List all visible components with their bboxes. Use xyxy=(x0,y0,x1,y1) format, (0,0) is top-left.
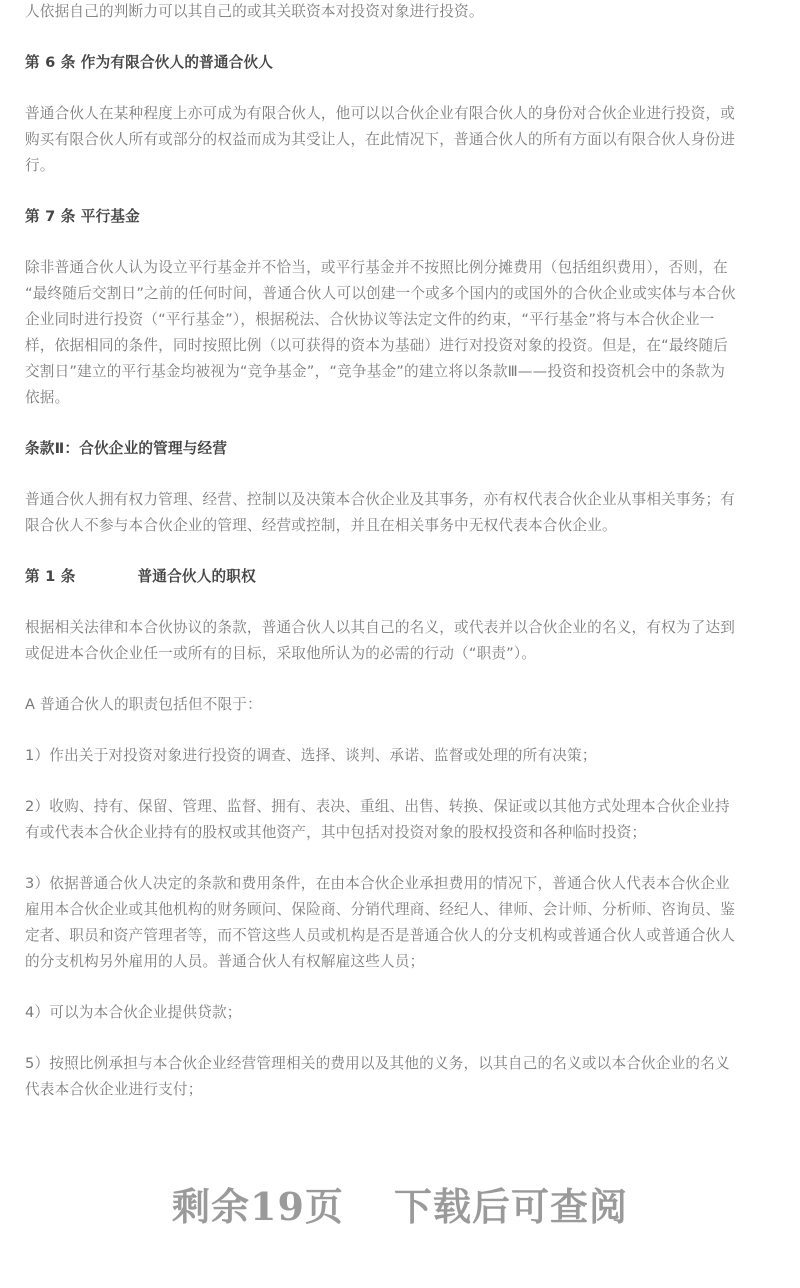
paragraph-line: 限合伙人不参与本合伙企业的管理、经营或控制，并且在相关事务中无权代表本合伙企业。 xyxy=(25,517,617,534)
paragraph xyxy=(25,487,785,539)
paragraph xyxy=(25,794,785,846)
section-heading xyxy=(25,564,785,590)
paragraph-line: 购买有限合伙人所有或部分的权益而成为其受让人，在此情况下，普通合伙人的所有方面以有限合伙人身份进 xyxy=(25,131,736,148)
remaining-pages-text: 剩余19页 xyxy=(172,1184,344,1229)
download-banner[interactable] xyxy=(0,1176,800,1231)
paragraph-line: A 普通合伙人的职责包括但不限于： xyxy=(25,696,262,713)
paragraph-line: 3）依据普通合伙人决定的条款和费用条件，在由本合伙企业承担费用的情况下，普通合伙人代表本合伙企业 xyxy=(25,875,730,892)
paragraph-line: 除非普通合伙人认为设立平行基金并不恰当，或平行基金并不按照比例分摊费用（包括组织费用），否则，在 xyxy=(25,259,728,276)
paragraph-line: 有或代表本合伙企业持有的股权或其他资产，其中包括对投资对象的股权投资和各种临时投资； xyxy=(25,824,647,841)
paragraph xyxy=(25,0,785,25)
section-heading xyxy=(25,50,785,76)
paragraph-line: 普通合伙人拥有权力管理、经营、控制以及决策本合伙企业及其事务，亦有权代表合伙企业从事相关事务；有 xyxy=(25,491,736,508)
paragraph xyxy=(25,101,785,179)
download-to-view-text[interactable]: 下载后可查阅 xyxy=(393,1184,628,1229)
paragraph-line: 的分支机构另外雇用的人员。普通合伙人有权解雇这些人员； xyxy=(25,953,425,970)
paragraph xyxy=(25,615,785,667)
paragraph xyxy=(25,255,785,411)
paragraph-line: 依据。 xyxy=(25,389,70,406)
paragraph xyxy=(25,1000,785,1026)
paragraph-line: 1）作出关于对投资对象进行投资的调查、选择、谈判、承诺、监督或处理的所有决策； xyxy=(25,747,597,764)
document-body xyxy=(25,0,785,1128)
article-number: 第 1 条 xyxy=(25,568,76,585)
paragraph xyxy=(25,743,785,769)
paragraph-line: 4）可以为本合伙企业提供贷款； xyxy=(25,1004,242,1021)
paragraph-line: 代表本合伙企业进行支付； xyxy=(25,1081,203,1098)
paragraph-line: “最终随后交割日”之前的任何时间，普通合伙人可以创建一个或多个国内的或国外的合伙企业或实体与本合伙 xyxy=(25,285,736,302)
paragraph-line: 企业同时进行投资（“平行基金”），根据税法、合伙协议等法定文件的约束，“平行基金”将与本合伙企业一 xyxy=(25,311,715,328)
paragraph-line: 样，依据相同的条件，同时按照比例（以可获得的资本为基础）进行对投资对象的投资。但是，在“最终随后 xyxy=(25,337,729,354)
paragraph-line: 普通合伙人在某种程度上亦可成为有限合伙人，他可以以合伙企业有限合伙人的身份对合伙企业进行投资，或 xyxy=(25,105,736,122)
heading-text: 第 6 条 作为有限合伙人的普通合伙人 xyxy=(25,54,274,71)
paragraph-line: 人依据自己的判断力可以其自己的或其关联资本对投资对象进行投资。 xyxy=(25,3,484,20)
section-heading xyxy=(25,204,785,230)
heading-text xyxy=(25,564,785,590)
paragraph-line: 或促进本合伙企业任一或所有的目标，采取他所认为的必需的行动（“职责”）。 xyxy=(25,645,537,662)
paragraph-line: 2）收购、持有、保留、管理、监督、拥有、表决、重组、出售、转换、保证或以其他方式处理本合伙企业持 xyxy=(25,798,730,815)
section-heading xyxy=(25,436,785,462)
paragraph-line: 雇用本合伙企业或其他机构的财务顾问、保险商、分销代理商、经纪人、律师、会计师、分析师、咨询员、鉴 xyxy=(25,901,736,918)
paragraph-line: 5）按照比例承担与本合伙企业经营管理相关的费用以及其他的义务，以其自己的名义或以本合伙企业的名义 xyxy=(25,1055,730,1072)
paragraph-line: 行。 xyxy=(25,157,55,174)
paragraph xyxy=(25,692,785,718)
paragraph xyxy=(25,871,785,975)
article-title: 普通合伙人的职权 xyxy=(137,568,256,585)
paragraph xyxy=(25,1051,785,1103)
paragraph-line: 根据相关法律和本合伙协议的条款，普通合伙人以其自己的名义，或代表并以合伙企业的名义，有权为了达到 xyxy=(25,619,736,636)
heading-text: 第 7 条 平行基金 xyxy=(25,208,140,225)
paragraph-line: 交割日”建立的平行基金均被视为“竞争基金”，“竞争基金”的建立将以条款Ⅲ——投资和投资机会中的条款为 xyxy=(25,363,725,380)
heading-text: 条款Ⅱ：合伙企业的管理与经营 xyxy=(25,440,228,457)
paragraph-line: 定者、职员和资产管理者等，而不管这些人员或机构是否是普通合伙人的分支机构或普通合伙人或普通合伙人 xyxy=(25,927,736,944)
